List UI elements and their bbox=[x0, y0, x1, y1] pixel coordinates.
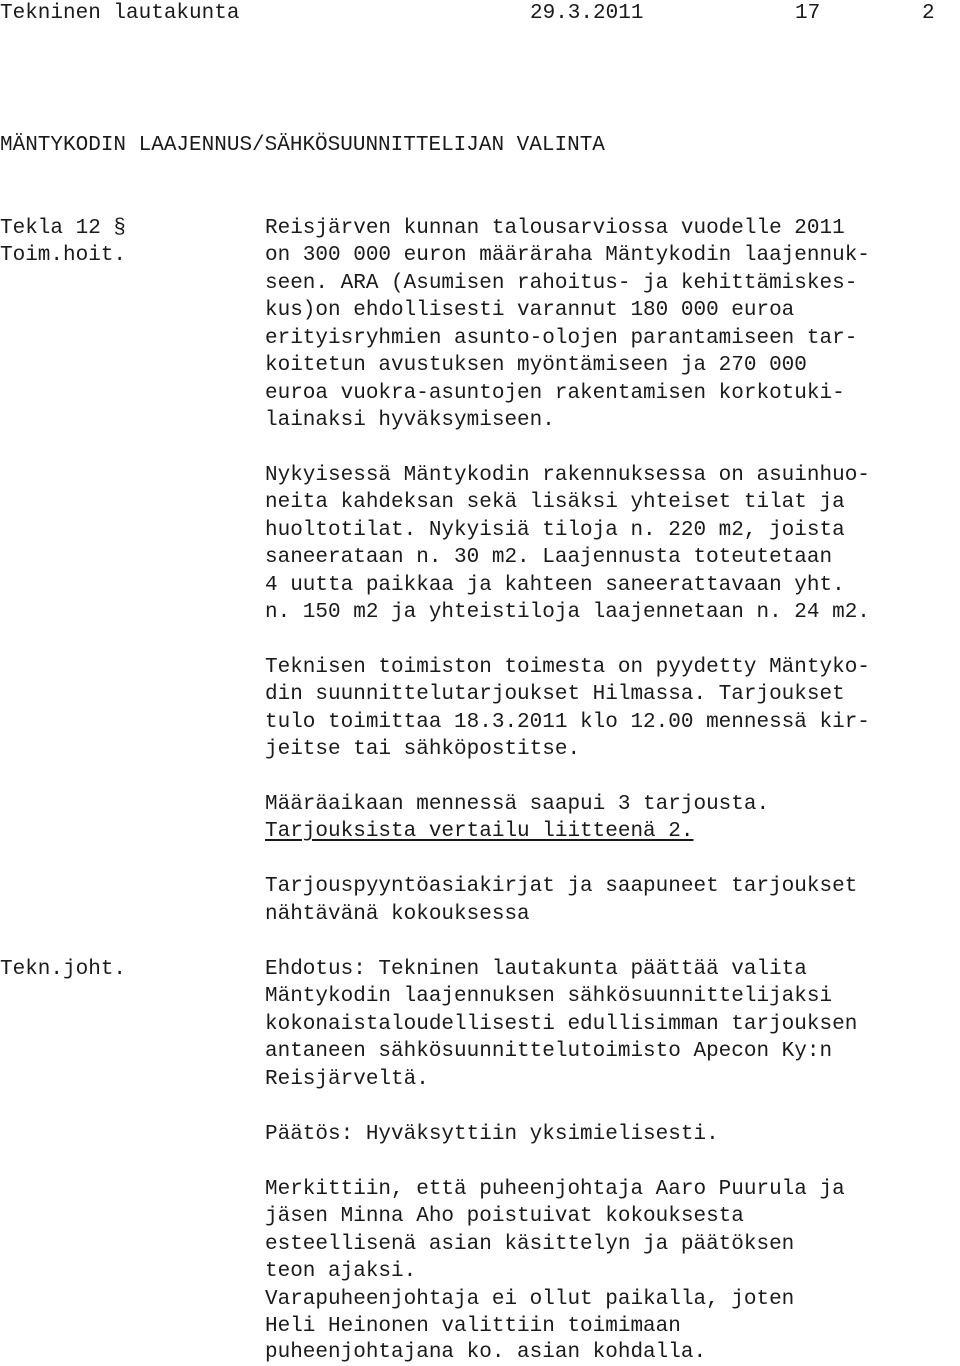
text-line: Määräaikaan mennessä saapui 3 tarjousta. bbox=[265, 793, 770, 816]
text-line: teon ajaksi. bbox=[265, 1260, 417, 1283]
text-line: saneerataan n. 30 m2. Laajennusta toteutetaan bbox=[265, 546, 833, 569]
text-line: lainaksi hyväksymiseen. bbox=[265, 409, 555, 432]
text-line: 4 uutta paikkaa ja kahteen saneerattavaan yht. bbox=[265, 574, 845, 597]
attachment-reference: Tarjouksista vertailu liitteenä 2. bbox=[265, 820, 694, 843]
header-page-number: 2 bbox=[922, 2, 935, 25]
text-line: Ehdotus: Tekninen lautakunta päättää valita bbox=[265, 958, 807, 981]
text-line: Päätös: Hyväksyttiin yksimielisesti. bbox=[265, 1123, 719, 1146]
margin-ref-author: Toim.hoit. bbox=[0, 244, 127, 267]
header-date: 29.3.2011 bbox=[530, 2, 644, 25]
text-line: Heli Heinonen valittiin toimimaan bbox=[265, 1315, 681, 1338]
text-line: Reisjärveltä. bbox=[265, 1068, 429, 1091]
text-line: Merkittiin, että puheenjohtaja Aaro Puurula ja bbox=[265, 1178, 845, 1201]
header-org: Tekninen lautakunta bbox=[0, 2, 240, 25]
text-line: neita kahdeksan sekä lisäksi yhteiset tilat ja bbox=[265, 491, 845, 514]
margin-proposer: Tekn.joht. bbox=[0, 958, 127, 981]
margin-reference: Tekla 12 § bbox=[0, 217, 127, 240]
text-line: on 300 000 euron määräraha Mäntykodin laajennuk- bbox=[265, 244, 870, 267]
document-title: MÄNTYKODIN LAAJENNUS/SÄHKÖSUUNNITTELIJAN VALINTA bbox=[0, 134, 605, 157]
text-line: Tarjouspyyntöasiakirjat ja saapuneet tarjoukset bbox=[265, 875, 858, 898]
text-line: Nykyisessä Mäntykodin rakennuksessa on asuinhuo- bbox=[265, 464, 870, 487]
text-line: seen. ARA (Asumisen rahoitus- ja kehittämiskes- bbox=[265, 272, 858, 295]
text-line: jäsen Minna Aho poistuivat kokouksesta bbox=[265, 1205, 744, 1228]
text-line: tulo toimittaa 18.3.2011 klo 12.00 mennessä kir- bbox=[265, 711, 870, 734]
header-section-number: 17 bbox=[795, 2, 821, 25]
text-line: nähtävänä kokouksessa bbox=[265, 903, 530, 926]
text-line: n. 150 m2 ja yhteistiloja laajennetaan n. 24 m2. bbox=[265, 601, 870, 624]
text-line: Mäntykodin laajennuksen sähkösuunnittelijaksi bbox=[265, 985, 833, 1008]
text-line: erityisryhmien asunto-olojen parantamiseen tar- bbox=[265, 327, 858, 350]
text-line: koitetun avustuksen myöntämiseen ja 270 000 bbox=[265, 354, 807, 377]
text-line: Teknisen toimiston toimesta on pyydetty Mäntyko- bbox=[265, 656, 870, 679]
text-line: jeitse tai sähköpostitse. bbox=[265, 738, 581, 761]
text-line: euroa vuokra-asuntojen rakentamisen korkotuki- bbox=[265, 382, 845, 405]
text-line: huoltotilat. Nykyisiä tiloja n. 220 m2, joista bbox=[265, 519, 845, 542]
text-line: antaneen sähkösuunnittelutoimisto Apecon Ky:n bbox=[265, 1040, 833, 1063]
text-line: kokonaistaloudellisesti edullisimman tarjouksen bbox=[265, 1013, 858, 1036]
text-line: puheenjohtajana ko. asian kohdalla. bbox=[265, 1341, 707, 1364]
text-line: kus)on ehdollisesti varannut 180 000 euroa bbox=[265, 299, 795, 322]
text-line: Varapuheenjohtaja ei ollut paikalla, joten bbox=[265, 1288, 795, 1311]
text-line: esteellisenä asian käsittelyn ja päätöksen bbox=[265, 1233, 795, 1256]
text-line: din suunnittelutarjoukset Hilmassa. Tarjoukset bbox=[265, 683, 845, 706]
text-line: Reisjärven kunnan talousarviossa vuodelle 2011 bbox=[265, 217, 845, 240]
